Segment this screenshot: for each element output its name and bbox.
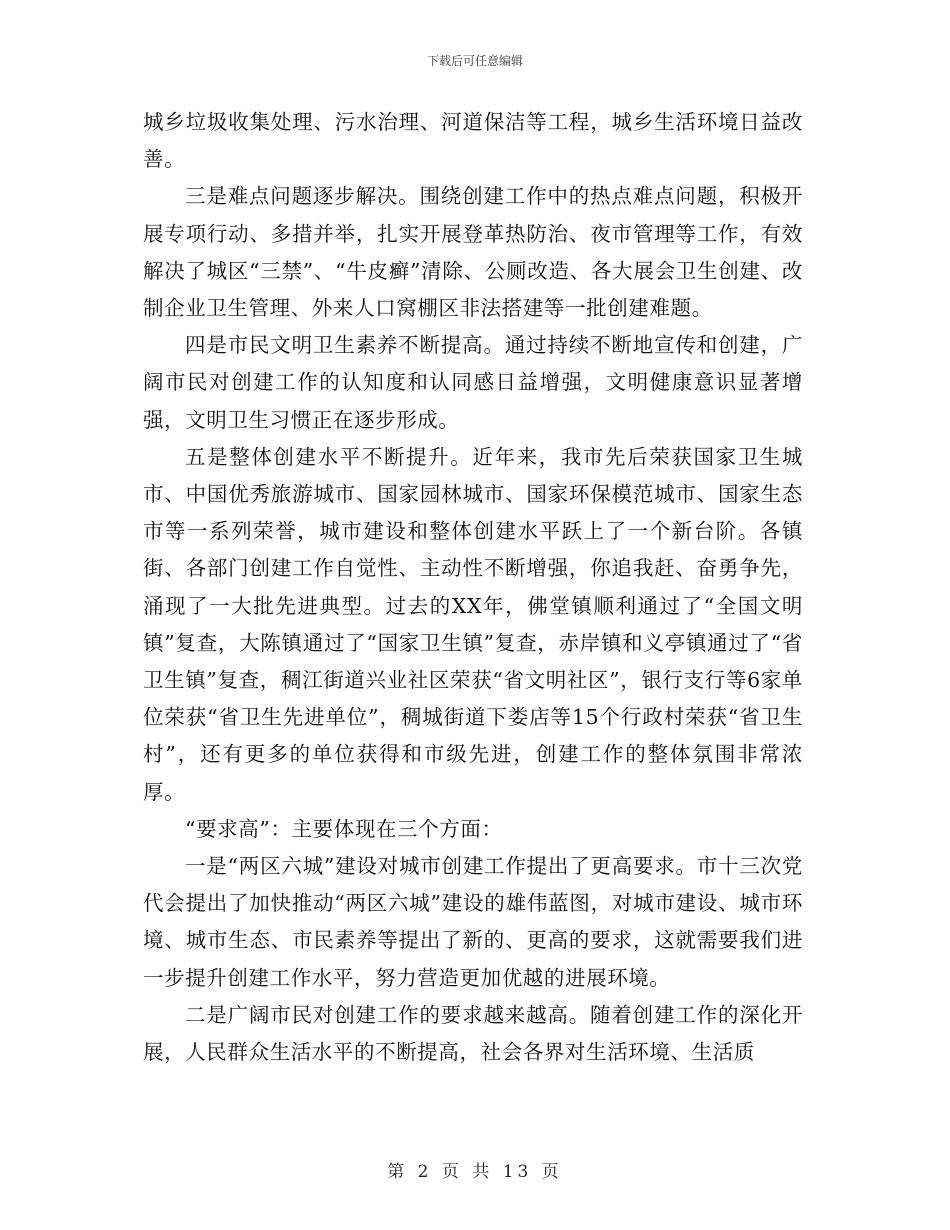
document-body [143,104,803,1071]
page-header: 下载后可任意编辑 [426,54,523,68]
paragraph: 四是市民文明卫生素养不断提高。通过持续不断地宣传和创建，广阔市民对创建工作的认知度和认同感日益增强，文明健康意识显著增强，文明卫生习惯正在逐步形成。 [143,333,803,432]
page-number: 第 2 页 共 13 页 [387,1162,563,1182]
paragraph: 五是整体创建水平不断提升。近年来，我市先后荣获国家卫生城市、中国优秀旅游城市、国家园林城市、国家环保模范城市、国家生态市等一系列荣誉，城市建设和整体创建水平跃上了一个新台阶。各镇街、各部门创建工作自觉性、主动性不断增强，你追我赶、奋勇争先，涌现了一大批先进典型。过去的XX年，佛堂镇顺利通过了“全国文明镇”复查，大陈镇通过了“国家卫生镇”复查，赤岸镇和义亭镇通过了“省卫生镇”复查，稠江街道兴业社区荣获“省文明社区”，银行支行等6家单位荣获“省卫生先进单位”，稠城街道下娄店等15个行政村荣获“省卫生村”，还有更多的单位获得和市级先进，创建工作的整体氛围非常浓厚。 [143,444,803,804]
paragraph: 三是难点问题逐步解决。围绕创建工作中的热点难点问题，积极开展专项行动、多措并举，扎实开展登革热防治、夜市管理等工作，有效解决了城区“三禁”、“牛皮癣”清除、公厕改造、各大展会卫生创建、改制企业卫生管理、外来人口窝棚区非法搭建等一批创建难题。 [143,184,803,321]
paragraph: 城乡垃圾收集处理、污水治理、河道保洁等工程，城乡生活环境日益改善。 [143,110,803,172]
paragraph: 一是“两区六城”建设对城市创建工作提出了更高要求。市十三次党代会提出了加快推动“两区六城”建设的雄伟蓝图，对城市建设、城市环境、城市生态、市民素养等提出了新的、更高的要求，这就需要我们进一步提升创建工作水平，努力营造更加优越的进展环境。 [143,854,803,990]
paragraph: 二是广阔市民对创建工作的要求越来越高。随着创建工作的深化开展，人民群众生活水平的不断提高，社会各界对生活环境、生活质 [143,1002,803,1065]
paragraph: “要求高”：主要体现在三个方面： [185,816,503,841]
